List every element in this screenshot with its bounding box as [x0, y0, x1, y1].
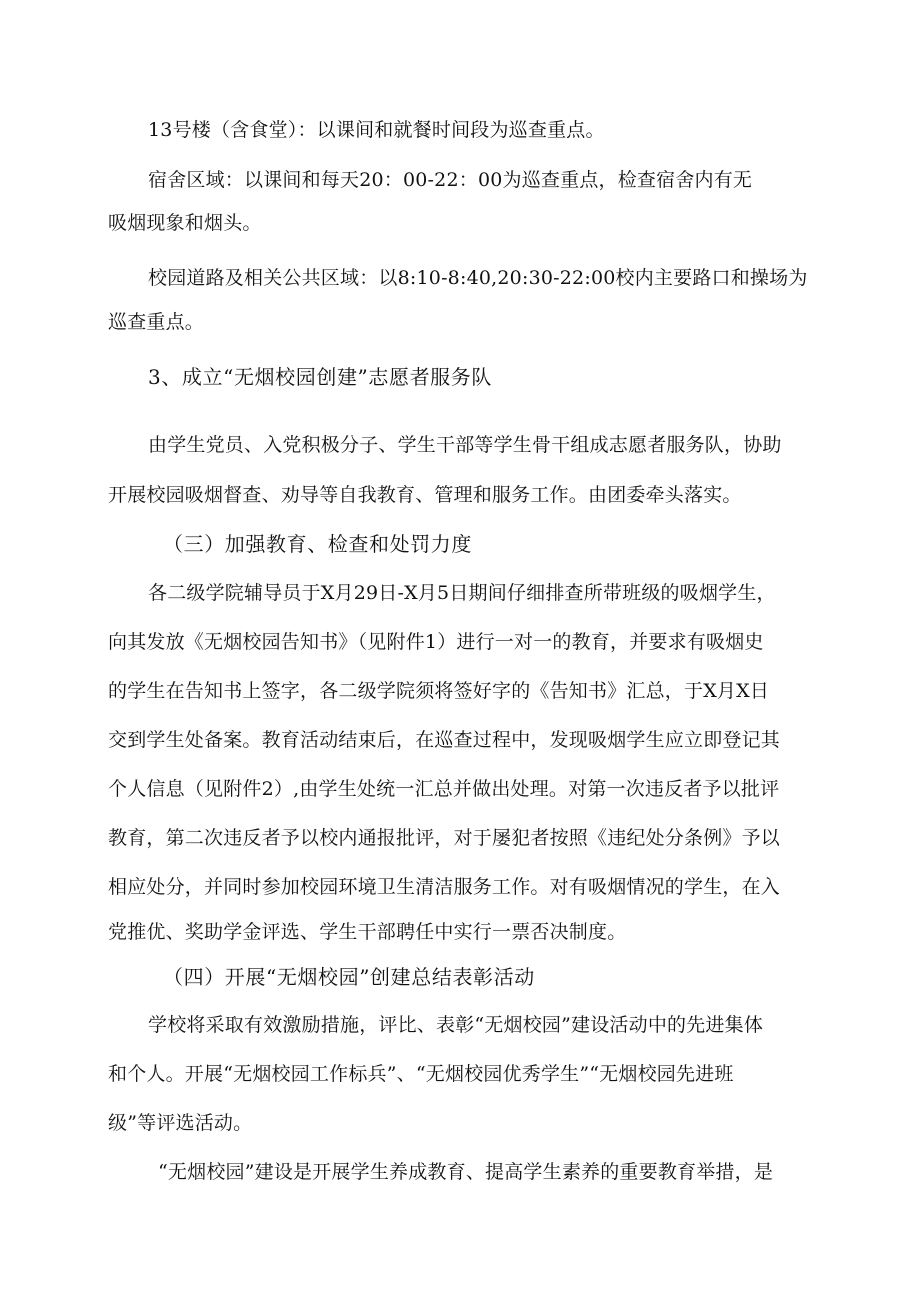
- paragraph-education-line-3: 的学生在告知书上签字，各二级学院须将签好字的《告知书》汇总，于X月X日: [108, 680, 770, 702]
- paragraph-education-line-7: 相应处分，并同时参加校园环境卫生清洁服务工作。对有吸烟情况的学生，在入: [108, 876, 781, 898]
- item-3-title: 3、成立“无烟校园创建”志愿者服务队: [148, 365, 492, 389]
- paragraph-commendation-line-2: 和个人。开展“无烟校园工作标兵”、“无烟校园优秀学生”“无烟校园先进班: [108, 1063, 734, 1085]
- paragraph-campus-roads-line-2: 巡查重点。: [108, 311, 205, 333]
- paragraph-education-line-1: 各二级学院辅导员于X月29日-X月5日期间仔细排查所带班级的吸烟学生，: [148, 582, 776, 604]
- paragraph-volunteers-line-2: 开展校园吸烟督查、劝导等自我教育、管理和服务工作。由团委牵头落实。: [108, 484, 742, 506]
- paragraph-commendation-line-3: 级”等评选活动。: [108, 1112, 253, 1134]
- paragraph-commendation-line-1: 学校将采取有效激励措施，评比、表彰“无烟校园”建设活动中的先进集体: [148, 1014, 764, 1036]
- section-3-title: （三）加强教育、检查和处罚力度: [163, 532, 472, 556]
- paragraph-dormitory-line-2: 吸烟现象和烟头。: [108, 212, 262, 234]
- section-4-title: （四）开展“无烟校园”创建总结表彰活动: [163, 965, 535, 989]
- paragraph-building-13: 13号楼（含食堂）：以课间和就餐时间段为巡查重点。: [148, 119, 605, 141]
- paragraph-dormitory-line-1: 宿舍区域：以课间和每天20：00-22：00为巡查重点，检查宿舍内有无: [148, 169, 753, 191]
- paragraph-campus-roads-line-1: 校园道路及相关公共区域：以8:10-8:40,20:30-22:00校内主要路口和操场为: [148, 267, 808, 289]
- paragraph-education-line-4: 交到学生处备案。教育活动结束后，在巡查过程中，发现吸烟学生应立即登记其: [108, 729, 781, 751]
- paragraph-volunteers-line-1: 由学生党员、入党积极分子、学生干部等学生骨干组成志愿者服务队，协助: [148, 434, 782, 456]
- paragraph-education-line-6: 教育，第二次违反者予以校内通报批评，对于屡犯者按照《违纪处分条例》予以: [108, 827, 781, 849]
- paragraph-conclusion-line-1: “无烟校园”建设是开展学生养成教育、提高学生素养的重要教育举措，是: [158, 1161, 774, 1183]
- paragraph-education-line-5: 个人信息（见附件2）,由学生处统一汇总并做出处理。对第一次违反者予以批评: [108, 778, 780, 800]
- paragraph-education-line-8: 党推优、奖助学金评选、学生干部聘任中实行一票否决制度。: [108, 921, 627, 943]
- paragraph-education-line-2: 向其发放《无烟校园告知书》（见附件1）进行一对一的教育，并要求有吸烟史: [108, 631, 764, 653]
